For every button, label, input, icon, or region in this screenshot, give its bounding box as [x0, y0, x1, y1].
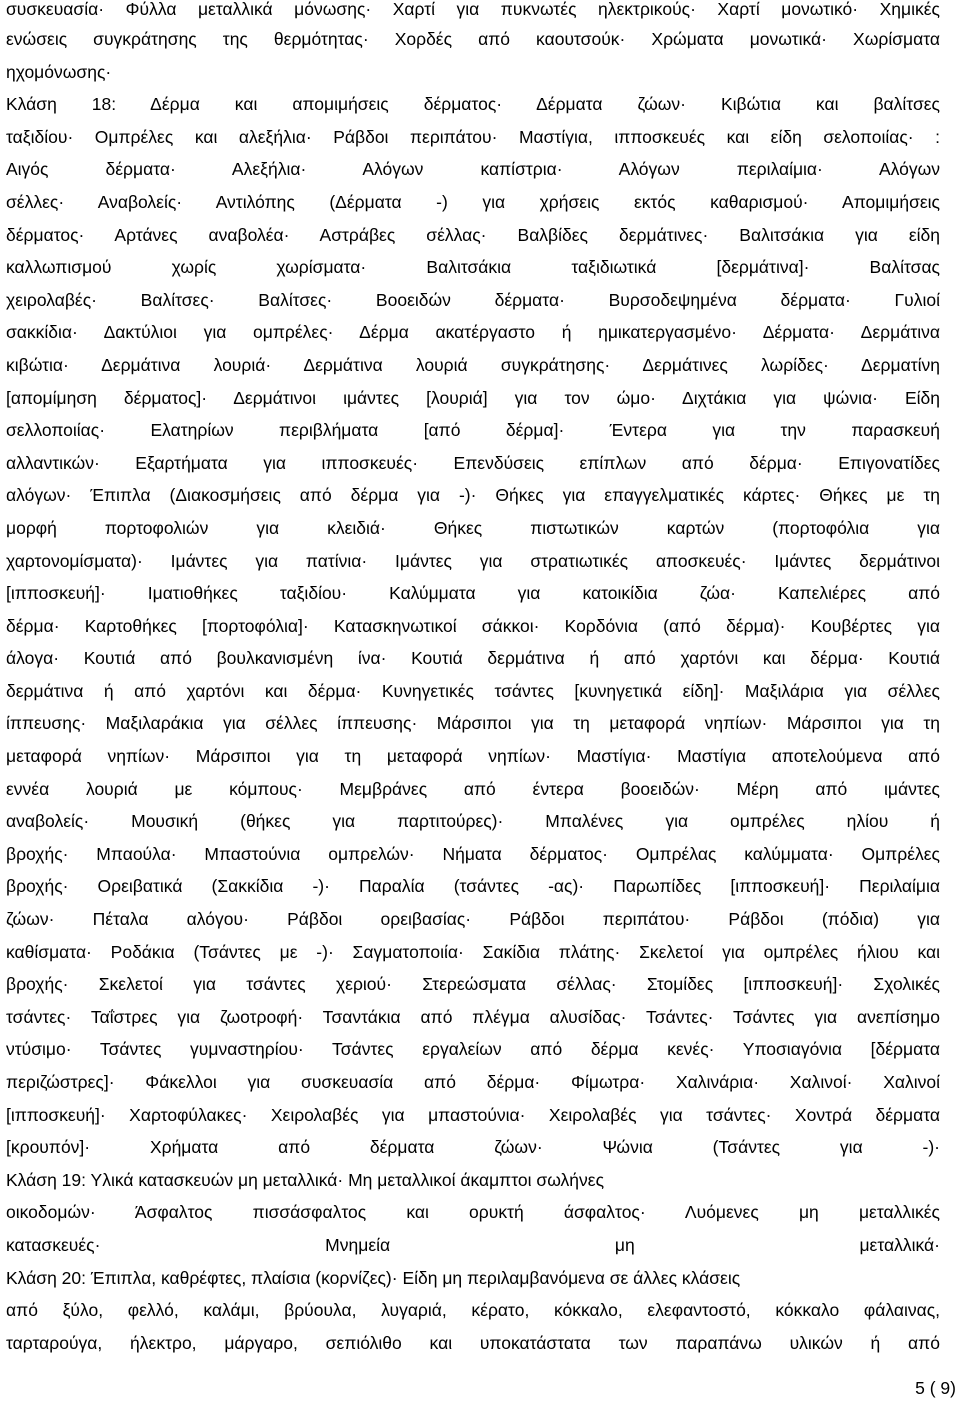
text-line: ντύσιμο· Τσάντες γυμναστηρίου· Τσάντες εργαλείων από δέρμα κενές· Υποσιαγόνια [δέρματα: [6, 1039, 940, 1060]
text-line: δερμάτινα ή από χαρτόνι και δέρμα· Κυνηγετικές τσάντες [κυνηγετικά είδη]· Μαξιλάρια για σέλλες: [6, 680, 940, 701]
text-line: εννέα λουριά με κόμπους· Μεμβράνες από έντερα βοοειδών· Μέρη από ιμάντες: [6, 778, 940, 799]
document-body: [6, 0, 940, 1359]
text-line: βροχής· Μπαούλα· Μπαστούνια ομπρελών· Νήματα δέρματος· Ομπρέλας καλύμματα· Ομπρέλες: [6, 843, 940, 864]
text-line: βροχής· Ορειβατικά (Σακκίδια -)· Παραλία (τσάντες -ας)· Παρωπίδες [ιπποσκευή]· Περιλαίμια: [6, 876, 940, 897]
text-line: αναβολείς· Μουσική (θήκες για παρτιτούρες)· Μπαλένες για ομπρέλες ηλίου ή: [6, 811, 940, 832]
text-line: αλλαντικών· Εξαρτήματα για ιπποσκευές· Επενδύσεις επίπλων από δέρμα· Επιγονατίδες: [6, 452, 940, 473]
text-line: Κλάση 19: Υλικά κατασκευών μη μεταλλικά· Μη μεταλλικοί άκαμπτοι σωλήνες: [6, 1169, 604, 1190]
text-line: κιβώτια· Δερμάτινα λουριά· Δερμάτινα λουριά συγκράτησης· Δερμάτινες λωρίδες· Δερματίνη: [6, 354, 940, 375]
text-line: κατασκευές· Μνημεία μη μεταλλικά·: [6, 1234, 940, 1255]
text-line: ηχομόνωσης·: [6, 61, 112, 82]
text-line: τσάντες· Ταΐστρες για ζωοτροφή· Τσαντάκια από πλέγμα αλυσίδας· Τσάντες· Τσάντες για ανεπίσημο: [6, 1006, 940, 1027]
text-line: αλόγων· Έπιπλα (Διακοσμήσεις από δέρμα για -)· Θήκες για επαγγελματικές κάρτες· Θήκες με τη: [6, 485, 940, 506]
text-line: από ξύλο, φελλό, καλάμι, βρύουλα, λυγαριά, κέρατο, κόκκαλο, ελεφαντοστό, κόκκαλο φάλαινας,: [6, 1300, 940, 1321]
text-line: περιζώστρες]· Φάκελλοι για συσκευασία από δέρμα· Φίμωτρα· Χαλινάρια· Χαλινοί· Χαλινοί: [6, 1072, 940, 1092]
text-line: [απομίμηση δέρματος]· Δερμάτινοι ιμάντες [λουριά] για τον ώμο· Διχτάκια για ψώνια· Είδη: [6, 387, 940, 408]
text-line: ταρταρούγα, ήλεκτρο, μάργαρο, σεπιόλιθο και υποκατάστατα των παραπάνω υλικών ή από: [6, 1332, 940, 1353]
text-line: μεταφορά νηπίων· Μάρσιποι για τη μεταφορά νηπίων· Μαστίγια· Μαστίγια αποτελούμενα από: [6, 746, 940, 767]
text-line: μορφή πορτοφολιών για κλειδιά· Θήκες πιστωτικών καρτών (πορτοφόλια για: [6, 517, 940, 538]
text-line: [ιπποσκευή]· Ιματιοθήκες ταξιδίου· Καλύμματα για κατοικίδια ζώα· Καπελιέρες από: [6, 583, 940, 604]
text-line: ενώσεις συγκράτησης της θερμότητας· Χορδές από καουτσούκ· Χρώματα μονωτικά· Χωρίσματα: [6, 29, 940, 49]
text-line: δέρματος· Αρτάνες αναβολέα· Αστράβες σέλλας· Βαλβίδες δερμάτινες· Βαλιτσάκια για είδη: [6, 224, 940, 245]
text-line: οικοδομών· Άσφαλτος πισσάσφαλτος και ορυκτή άσφαλτος· Λυόμενες μη μεταλλικές: [6, 1202, 940, 1223]
text-line: ζώων· Πέταλα αλόγου· Ράβδοι ορειβασίας· Ράβδοι περιπάτου· Ράβδοι (πόδια) για: [6, 909, 940, 930]
text-line: χειρολαβές· Βαλίτσες· Βαλίτσες· Βοοειδών δέρματα· Βυρσοδεψημένα δέρματα· Γυλιοί: [6, 289, 940, 310]
text-line: βροχής· Σκελετοί για τσάντες χεριού· Στερεώσματα σέλλας· Στομίδες [ιπποσκευή]· Σχολικές: [6, 974, 940, 995]
text-line: δέρμα· Καρτοθήκες [πορτοφόλια]· Κατασκηνωτικοί σάκκοι· Κορδόνια (από δέρμα)· Κουβέρτες για: [6, 615, 940, 636]
text-line: Κλάση 20: Έπιπλα, καθρέφτες, πλαίσια (κορνίζες)· Είδη μη περιλαμβανόμενα σε άλλες κλάσεις: [6, 1267, 741, 1288]
text-line: χαρτονομίσματα)· Ιμάντες για πατίνια· Ιμάντες για στρατιωτικές αποσκευές· Ιμάντες δερμάτινοι: [6, 550, 940, 571]
text-line: σέλλες· Αναβολείς· Αντιλόπης (Δέρματα -) για χρήσεις εκτός καθαρισμού· Απομιμήσεις: [6, 191, 940, 212]
text-line: σελλοποιίας· Ελατηρίων περιβλήματα [από δέρμα]· Έντερα για την παρασκευή: [6, 420, 940, 441]
text-line: [ιπποσκευή]· Χαρτοφύλακες· Χειρολαβές για μπαστούνια· Χειρολαβές για τσάντες· Χοντρά δέρματα: [6, 1104, 940, 1125]
text-line: καθίσματα· Ροδάκια (Τσάντες με -)· Σαγματοποιία· Σακίδια πλάτης· Σκελετοί για ομπρέλες ήλιου και: [6, 941, 940, 962]
text-line: συσκευασία· Φύλλα μεταλλικά μόνωσης· Χαρτί για πυκνωτές ηλεκτρικούς· Χαρτί μονωτικό· Χημικές: [6, 0, 940, 19]
text-line: ταξιδίου· Ομπρέλες και αλεξήλια· Ράβδοι περιπάτου· Μαστίγια, ιπποσκευές και είδη σελοποιίας· :: [6, 126, 940, 147]
text-line: [κρουπόν]· Χρήματα από δέρματα ζώων· Ψώνια (Τσάντες για -)·: [6, 1137, 940, 1158]
page-number: 5 ( 9): [915, 1378, 956, 1398]
text-line: Αιγός δέρματα· Αλεξήλια· Αλόγων καπίστρια· Αλόγων περιλαίμια· Αλόγων: [6, 159, 940, 180]
text-line: άλογα· Κουτιά από βουλκανισμένη ίνα· Κουτιά δερμάτινα ή από χαρτόνι και δέρμα· Κουτιά: [6, 648, 940, 669]
text-line: καλλωπισμού χωρίς χωρίσματα· Βαλιτσάκια ταξιδιωτικά [δερμάτινα]· Βαλίτσας: [6, 257, 940, 278]
text-line: σακκίδια· Δακτύλιοι για ομπρέλες· Δέρμα ακατέργαστο ή ημικατεργασμένο· Δέρματα· Δερμάτινα: [6, 322, 940, 343]
text-line: ίππευσης· Μαξιλαράκια για σέλλες ίππευσης· Μάρσιποι για τη μεταφορά νηπίων· Μάρσιποι για τη: [6, 713, 940, 734]
text-line: Κλάση 18: Δέρμα και απομιμήσεις δέρματος· Δέρματα ζώων· Κιβώτια και βαλίτσες: [6, 94, 940, 115]
